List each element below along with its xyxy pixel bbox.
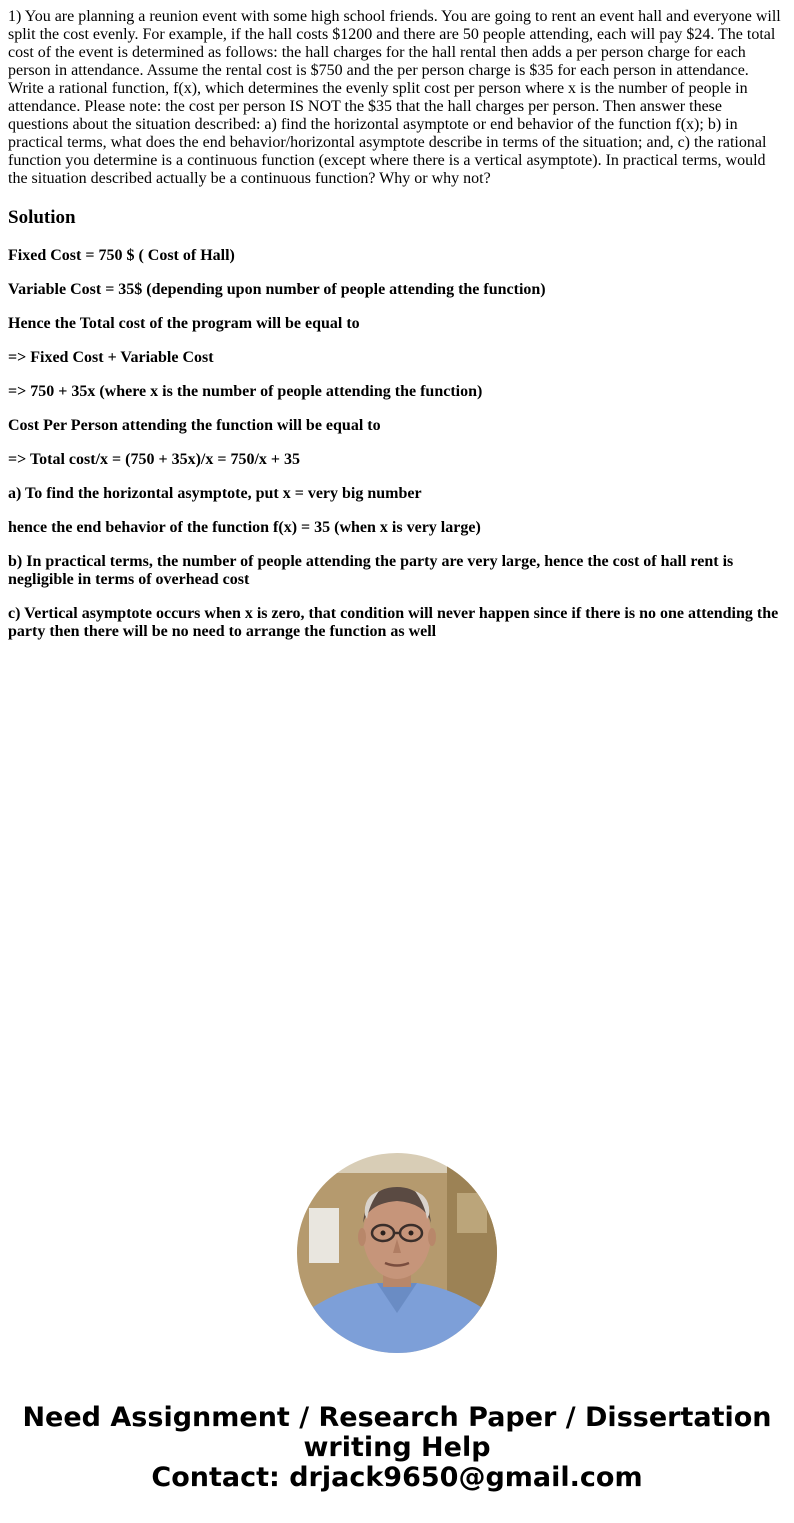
solution-line-cost-per-person-formula: => Total cost/x = (750 + 35x)/x = 750/x + 35: [8, 451, 301, 468]
solution-line-part-c: c) Vertical asymptote occurs when x is zero, that condition will never happen since if there is no one attending the party then there will be no need to arrange the function as well: [8, 605, 779, 640]
solution-line-fixed-plus-variable: => Fixed Cost + Variable Cost: [8, 349, 214, 366]
promo-banner: [0, 1403, 794, 1493]
author-avatar: [297, 1153, 497, 1353]
solution-line-fixed-cost: Fixed Cost = 750 $ ( Cost of Hall): [8, 247, 235, 264]
author-portrait-image: [297, 1153, 497, 1353]
promo-line-help: Need Assignment / Research Paper / Dissertation writing Help: [22, 1402, 772, 1463]
solution-line-part-a: a) To find the horizontal asymptote, put x = very big number: [8, 485, 422, 502]
solution-line-part-b: b) In practical terms, the number of people attending the party are very large, hence the cost of hall rent is negligible in terms of overhead cost: [8, 553, 734, 588]
solution-line-variable-cost: Variable Cost = 35$ (depending upon number of people attending the function): [8, 281, 546, 298]
promo-line-contact: Contact: drjack9650@gmail.com: [151, 1462, 643, 1493]
solution-line-total-formula: => 750 + 35x (where x is the number of people attending the function): [8, 383, 483, 400]
solution-line-cost-per-person-intro: Cost Per Person attending the function will be equal to: [8, 417, 381, 434]
solution-line-total-cost-intro: Hence the Total cost of the program will be equal to: [8, 315, 360, 332]
question-text: 1) You are planning a reunion event with some high school friends. You are going to rent an event hall and everyone will split the cost evenly. For example, if the hall costs $1200 and there are 50 people attending, each will pay $24. The total cost of the event is determined as follows: the hall charges for the hall rental then adds a per person charge for each person in attendance. Assume the rental cost is $750 and the per person charge is $35 for each person in attendance. Write a rational function, f(x), which determines the evenly split cost per person where x is the number of people in attendance. Please note: the cost per person IS NOT the $35 that the hall charges per person. Then answer these questions about the situation described: a) find the horizontal asymptote or end behavior of the function f(x); b) in practical terms, what does the end behavior/horizontal asymptote describe in terms of the situation; and, c) the rational function you determine is a continuous function (except where there is a vertical asymptote). In practical terms, would the situation described actually be a continuous function? Why or why not?: [8, 8, 781, 187]
solution-heading: Solution: [8, 207, 76, 228]
solution-line-end-behavior: hence the end behavior of the function f(x) = 35 (when x is very large): [8, 519, 481, 536]
